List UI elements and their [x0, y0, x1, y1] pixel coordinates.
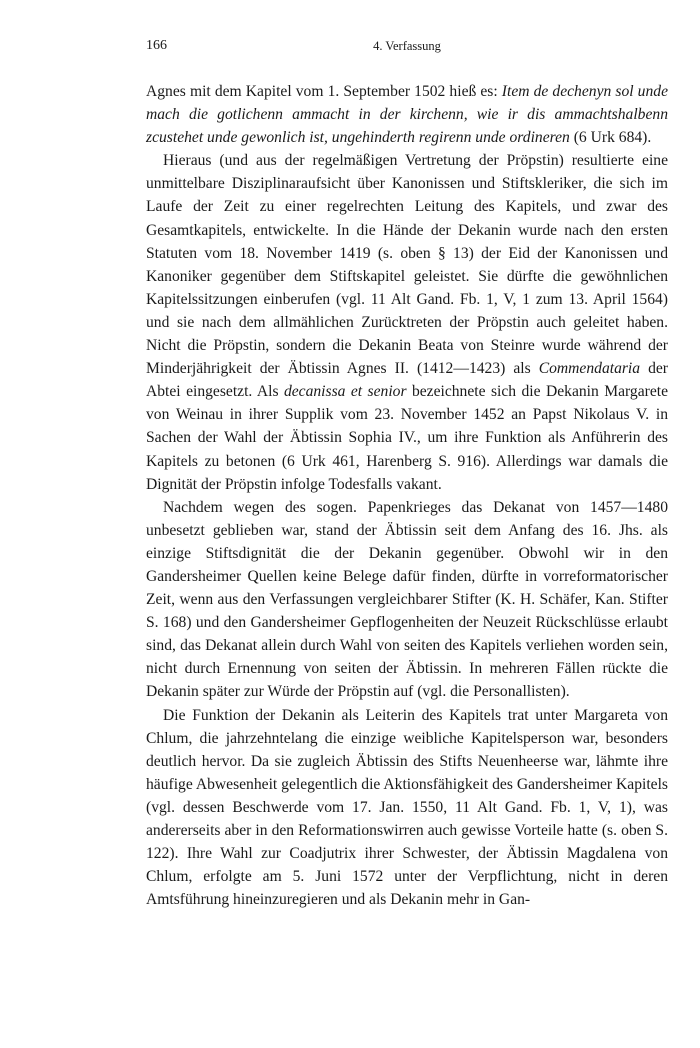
text-segment: Hieraus (und aus der regelmäßigen Vertretung der Pröpstin) resultierte eine unmittelbare Disziplinaraufsicht über Kanonissen und Stiftskleriker, die sich im Laufe der Zeit zu einer regelrechten Leitung des Kapitels, und zwar des Gesamtkapitels, entwickelte. In die Hände der Dekanin wurde nach den ersten Statuten vom 18. November 1419 (s. oben § 13) der Eid der Kanonissen und Kanoniker gegenüber dem Stiftskapitel geleistet. Sie dürfte die gewöhnlichen Kapitelssitzungen einberufen (vgl. 11 Alt Gand. Fb. 1, V, 1 zum 13. April 1564) und sie nach dem allmählichen Zurücktreten der Pröpstin auch geleitet haben. Nicht die Pröpstin, sondern die Dekanin Beata von Steinre wurde während der Minderjährigkeit der Äbtissin Agnes II. (1412—1423) als — [146, 152, 668, 378]
italic-term: decanissa et senior — [283, 383, 407, 401]
paragraph — [146, 496, 668, 704]
page-number: 166 — [146, 38, 167, 53]
text-segment: Die Funktion der Dekanin als Leiterin des Kapitels trat unter Margareta von Chlum, die jahrzehntelang die einzige weibliche Kapitelsperson war, besonders deutlich hervor. Da sie zugleich Äbtissin des Stifts Neuenheerse war, lähmte ihre häufige Abwesenheit gelegentlich die Aktionsfähigkeit des Gandersheimer Kapitels (vgl. dessen Beschwerde vom 17. Jan. 1550, 11 Alt Gand. Fb. 1, V, 1), was andererseits aber in den Reformationswirren auch gewisse Vorteile hatte (s. oben S. 122). Ihre Wahl zur Coadjutrix ihrer Schwester, der Äbtissin Magdalena von Chlum, erfolgte am 5. Juni 1572 unter der Verpflichtung, nicht in deren Amtsführung hineinzuregieren und als Dekanin mehr in Gan- — [146, 706, 668, 909]
text-segment: Nachdem wegen des sogen. Papenkrieges das Dekanat von 1457—1480 unbesetzt geblieben war, stand der Äbtissin seit dem Anfang des 16. Jhs. als einzige Stiftsdignität die der Dekanin gegenüber. Obwohl wir in den Gandersheimer Quellen keine Belege dafür finden, dürfte in vorreformatorischer Zeit, wenn aus den Verfassungen vergleichbarer Stifter (K. H. Schäfer, Kan. Stifter S. 168) und den Gandersheimer Gepflogenheiten der Neuzeit Rückschlüsse erlaubt sind, das Dekanat allein durch Wahl von seiten des Kapitels verliehen worden sein, nicht durch Ernennung von seiten der Äbtissin. In mehreren Fällen rückte die Dekanin später zur Würde der Pröpstin auf (vgl. die Personallisten). — [146, 498, 668, 701]
paragraph — [146, 149, 668, 495]
italic-term: Commendataria — [538, 360, 641, 378]
text-segment: Agnes mit dem Kapitel vom 1. September 1502 hieß es: — [146, 83, 502, 100]
italic-quote: Item de dechenyn sol unde mach die gotlichenn ammacht in der kirchenn, wie ir dis ammachtshalbenn zcustehet unde gewonlich ist, ungehinderth regirenn unde ordineren — [146, 83, 668, 147]
paragraph — [146, 80, 668, 149]
book-page — [146, 36, 668, 911]
text-segment: bezeichnete sich die Dekanin Margarete von Weinau in ihrer Supplik vom 23. November 1452 an Papst Nikolaus V. in Sachen der Wahl der Äbtissin Sophia IV., um ihre Funktion als Anführerin des Kapitels zu betonen (6 Urk 461, Harenberg S. 916). Allerdings war damals die Dignität der Pröpstin infolge Todesfalls vakant. — [146, 383, 668, 493]
chapter-title: 4. Verfassung — [373, 39, 441, 53]
running-head — [146, 36, 668, 56]
text-segment: der Abtei eingesetzt. Als — [146, 360, 669, 401]
text-segment: (6 Urk 684). — [569, 129, 652, 147]
paragraph — [146, 704, 668, 912]
body-text — [146, 80, 668, 911]
